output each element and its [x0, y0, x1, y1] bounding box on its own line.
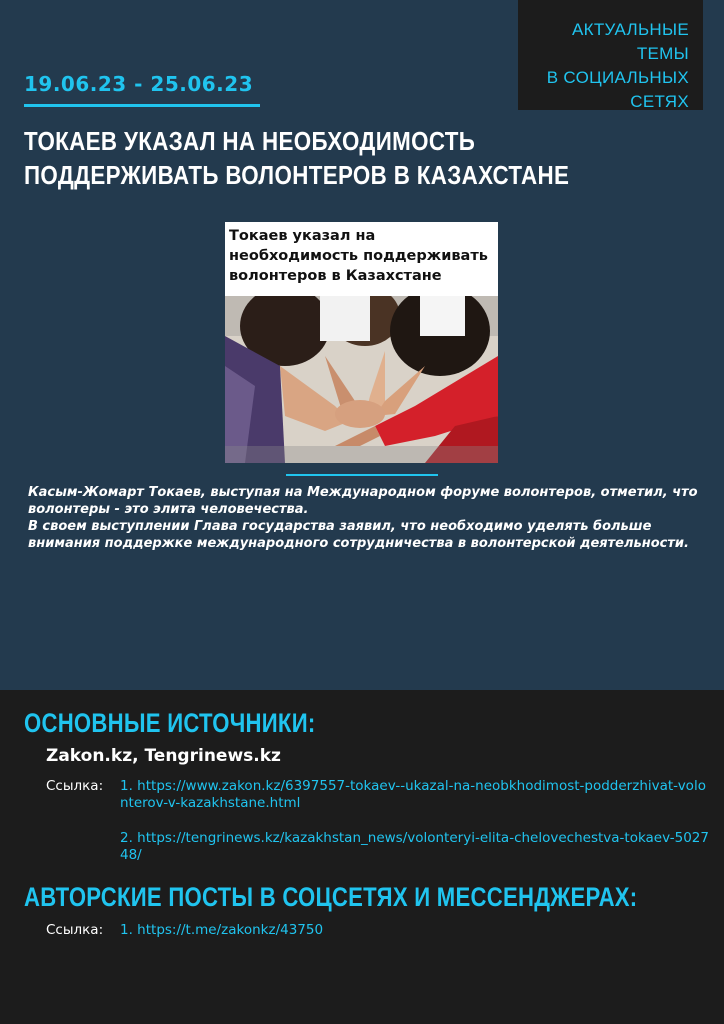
volunteers-hands-photo — [225, 296, 498, 463]
photo-card-title: Токаев указал на необходимость поддерживать волонтеров в Казахстане — [229, 228, 488, 284]
badge-line: В СОЦИАЛЬНЫХ — [546, 68, 689, 87]
source-link-tengrinews[interactable]: 2. https://tengrinews.kz/kazakhstan_news/volonteryi-elita-chelovechestva-tokaev-502748/ — [120, 830, 709, 863]
summary-paragraph: Касым-Жомарт Токаев, выступая на Международном форуме волонтеров, отметил, что волонтеры - это элита человечества. — [28, 485, 698, 517]
sources-title: ОСНОВНЫЕ ИСТОЧНИКИ: — [24, 708, 316, 738]
badge-line: СЕТЯХ — [630, 92, 689, 111]
date-range: 19.06.23 - 25.06.23 — [24, 72, 254, 96]
date-underline — [24, 104, 260, 107]
link-label: Ссылка: — [46, 922, 104, 938]
telegram-post-link[interactable]: 1. https://t.me/zakonkz/43750 — [120, 922, 324, 938]
author-posts-title: АВТОРСКИЕ ПОСТЫ В СОЦСЕТЯХ И МЕССЕНДЖЕРАХ: — [24, 882, 638, 912]
news-photo-card — [225, 222, 498, 463]
badge-line: АКТУАЛЬНЫЕ ТЕМЫ — [572, 20, 689, 63]
divider-line — [286, 474, 438, 476]
topic-badge — [518, 0, 703, 110]
article-summary — [28, 484, 704, 552]
sources-names: Zakon.kz, Tengrinews.kz — [46, 746, 281, 766]
summary-paragraph: В своем выступлении Глава государства заявил, что необходимо уделять больше внимания поддержке международного сотрудничества в волонтерской деятельности. — [28, 519, 689, 551]
headline: ТОКАЕВ УКАЗАЛ НА НЕОБХОДИМОСТЬ ПОДДЕРЖИВАТЬ ВОЛОНТЕРОВ В КАЗАХСТАНЕ — [24, 126, 570, 190]
link-label: Ссылка: — [46, 778, 104, 794]
source-link-zakon[interactable]: 1. https://www.zakon.kz/6397557-tokaev--ukazal-na-neobkhodimost-podderzhivat-volonterov-v-kazakhstane.html — [120, 778, 706, 811]
